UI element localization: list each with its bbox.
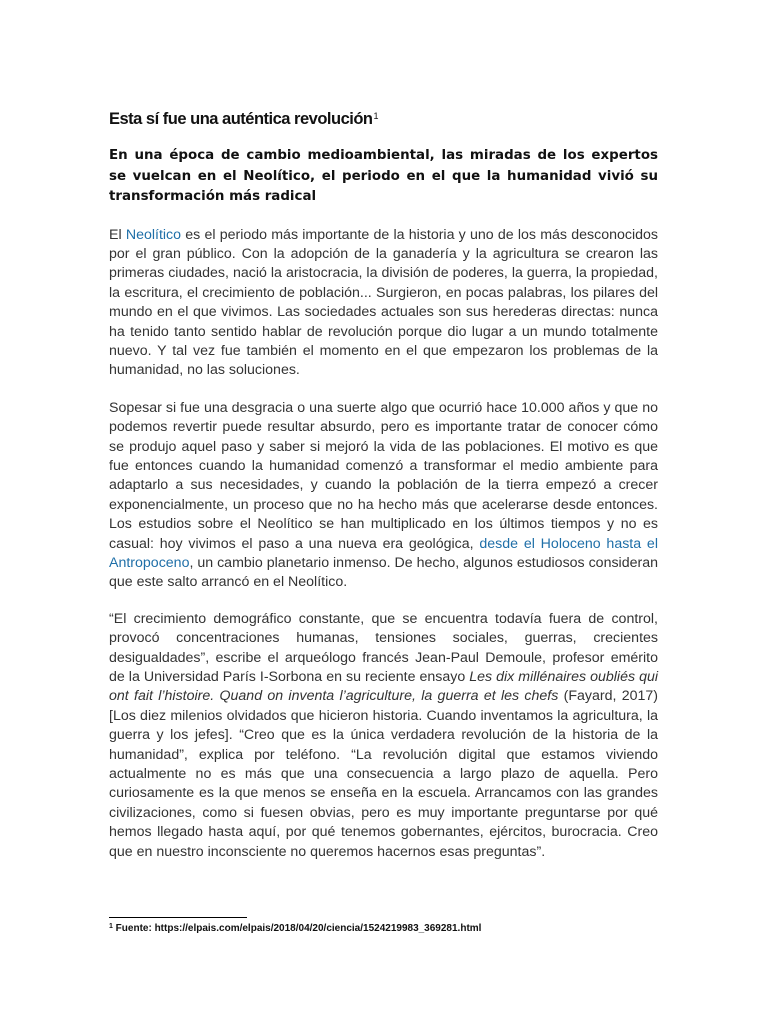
book-title: Les dix millénaires oubliés qui ont fait l’histoire. Quand on inventa l’agriculture, la guerra et les chefs [109, 669, 659, 705]
paragraph-2-rest: , un cambio planetario inmenso. De hecho, algunos estudiosos consideran que este salto arrancó en el Neolítico. [109, 555, 658, 591]
paragraph-2-start: Sopesar si fue una desgracia o una suerte algo que ocurrió hace 10.000 años y que no podemos revertir puede resultar absurdo, pero es importante tratar de conocer cómo se produjo aquel paso y saber si mejoró la vida de las poblaciones. El motivo es que fue entonces cuando la humanidad comenzó a transformar el medio ambiente para adaptarlo a sus necesidades, y cuando la población de la tierra empezó a crecer exponencialmente, un proceso que no ha hecho más que acelerarse desde entonces. Los estudios sobre el Neolítico se han multiplicado en los últimos tiempos y no es casual: hoy vivimos el paso a una nueva era geológica, [109, 399, 658, 552]
paragraph-3-start: “El crecimiento demográfico constante, que se encuentra todavía fuera de control, provocó concentraciones humanas, tensiones sociales, guerras, crecientes desigualdades”, escribe el arqueólogo francés Jean-Paul Demoule, profesor emérito de la Universidad París I-Sorbona en su reciente ensayo [109, 610, 658, 686]
footnote [109, 923, 669, 934]
article-body [109, 108, 658, 862]
paragraph-1 [109, 226, 658, 381]
footnote-text: Fuente: https://elpais.com/elpais/2018/04/20/ciencia/1524219983_369281.html [112, 923, 482, 934]
footnote-separator [109, 917, 247, 918]
paragraph-3-rest: (Fayard, 2017) [Los diez milenios olvidados que hicieron historia. Cuando inventamos la agricultura, la guerra y los jefes]. “Creo que es la única verdadera revolución de la historia de la humanidad”, explica por teléfono. “La revolución digital que estamos viviendo actualmente no es más que una consecuencia a largo plazo de aquella. Pero curiosamente es la que menos se enseña en la escuela. Arrancamos con las grandes civilizaciones, como si fuesen obvias, pero es muy importante preguntarse por qué hemos llegado hasta aquí, por qué tenemos gobernantes, ejércitos, burocracia. Creo que en nuestro inconsciente no queremos hacernos esas preguntas”. [109, 688, 658, 860]
paragraph-1-start: El [109, 226, 126, 243]
footnote-ref: 1 [373, 111, 379, 121]
paragraph-1-rest: es el periodo más importante de la historia y uno de los más desconocidos por el gran público. Con la adopción de la ganadería y la agricultura se crearon las primeras ciudades, nació la aristocracia, la división de poderes, la guerra, la propiedad, la escritura, el crecimiento de población... Surgieron, en pocas palabras, los pilares del mundo en el que vivimos. Las sociedades actuales son sus herederas directas: nunca ha tenido tanto sentido hablar de revolución porque dio lugar a un mundo totalmente nuevo. Y tal vez fue también el momento en el que empezaron los problemas de la humanidad, no las soluciones. [109, 226, 658, 379]
footnote-number: 1 [109, 923, 113, 930]
article-title [109, 108, 658, 130]
holoceno-antropoceno-link[interactable]: desde el Holoceno hasta el Antropoceno [109, 535, 658, 571]
article-subtitle: En una época de cambio medioambiental, las miradas de los expertos se vuelcan en el Neolítico, el periodo en el que la humanidad vivió su transformación más radical [109, 148, 658, 204]
paragraph-2 [109, 399, 658, 593]
neolitico-link[interactable]: Neolítico [125, 226, 182, 243]
article-title-text: Esta sí fue una auténtica revolución [109, 110, 373, 128]
paragraph-3 [109, 610, 658, 862]
